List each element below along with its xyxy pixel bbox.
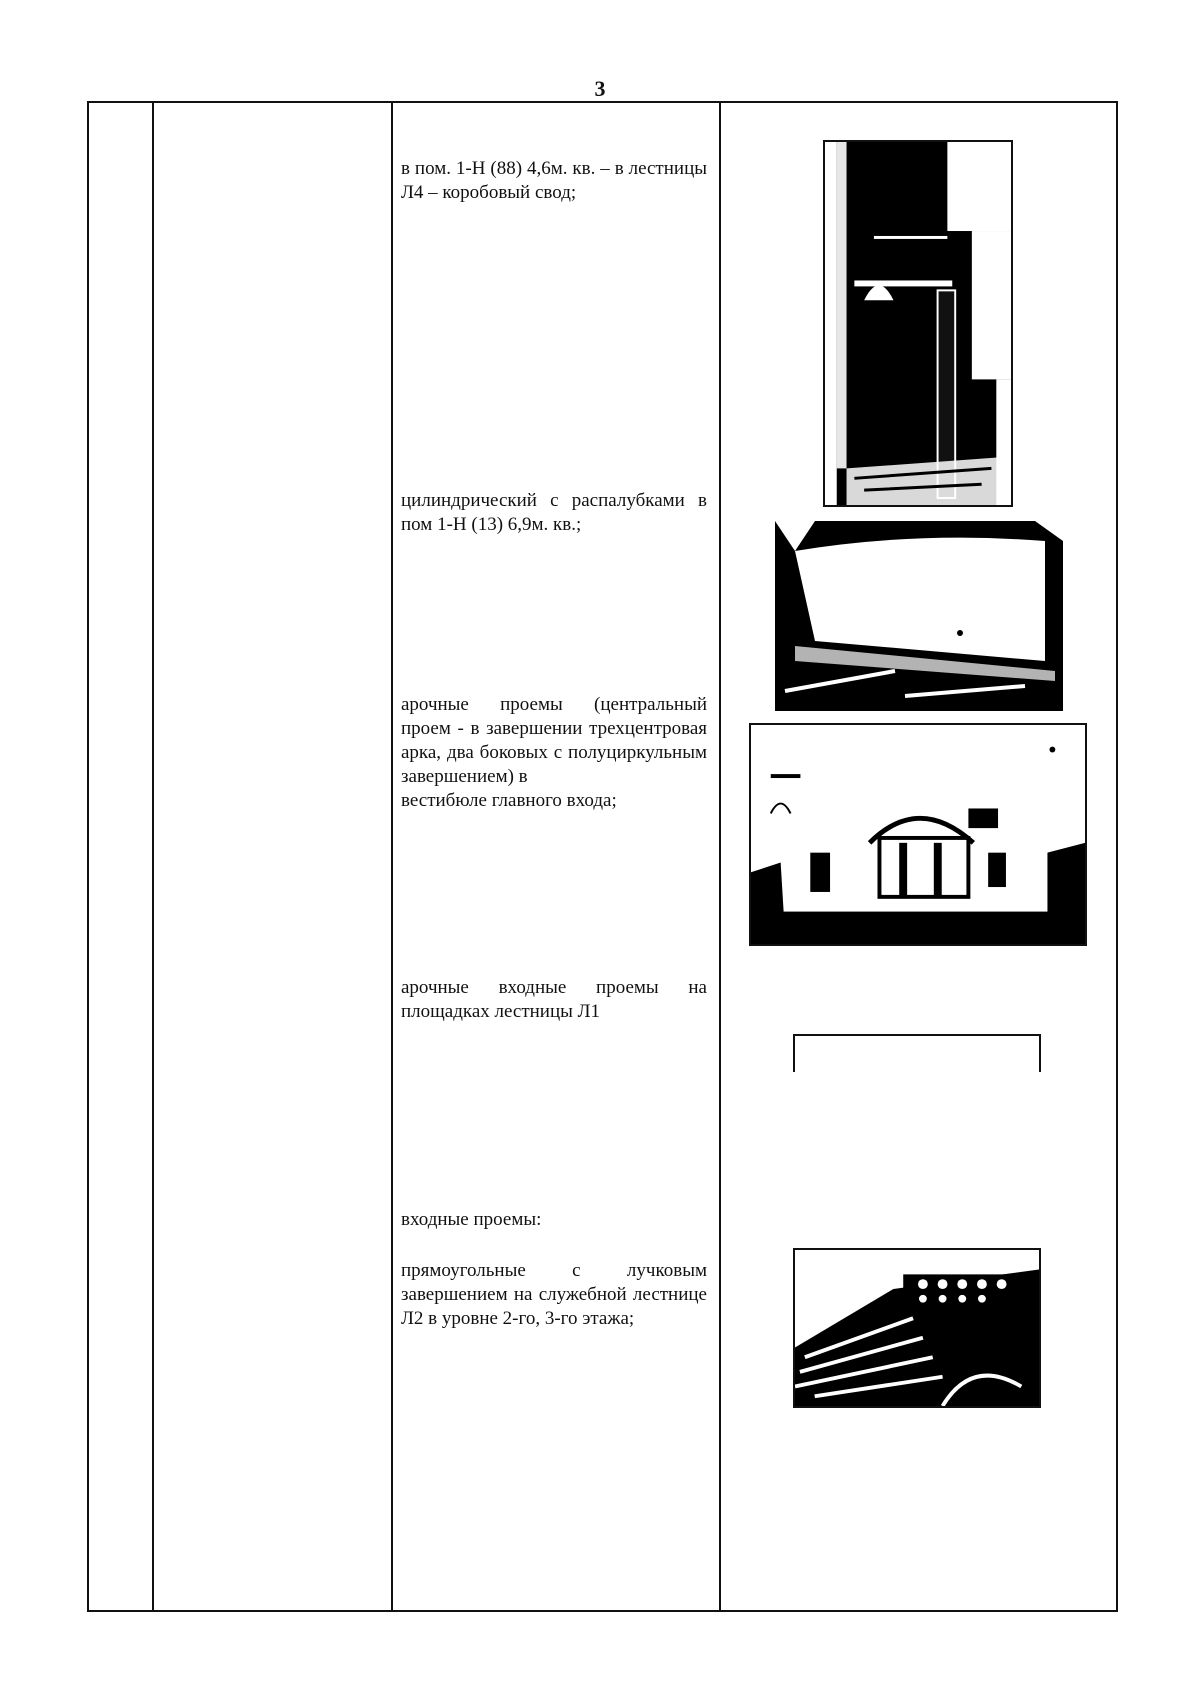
entry-text: цилиндрический с распалубками в пом 1-Н (13) 6,9м. кв.; xyxy=(401,490,707,535)
entry-text: вестибюле главного входа; xyxy=(401,790,617,811)
photo-staircase-openings-frame xyxy=(793,1034,1041,1072)
entry-arched-openings-vestibule xyxy=(401,693,707,813)
entry-arched-entrance-openings xyxy=(401,976,707,1024)
photo-service-staircase xyxy=(793,1248,1041,1408)
column-divider-1 xyxy=(152,103,154,1610)
page-number: 3 xyxy=(594,76,606,101)
column-divider-2 xyxy=(391,103,393,1610)
entry-text: прямоугольные с лучковым завершением на служебной лестнице Л2 в уровне 2-го, 3-го этажа; xyxy=(401,1260,707,1329)
entry-text: в пом. 1-Н (88) 4,6м. кв. – в лестницы Л4 – коробовый свод; xyxy=(401,158,707,203)
entry-text: арочные входные проемы на площадках лестницы Л1 xyxy=(401,977,707,1022)
column-divider-3 xyxy=(719,103,721,1610)
entry-rectangular-openings xyxy=(401,1259,707,1331)
entry-cylindrical-vault xyxy=(401,489,707,537)
entry-text: входные проемы: xyxy=(401,1209,542,1230)
entry-entrance-openings-heading xyxy=(401,1208,707,1232)
photo-vestibule-arches xyxy=(749,723,1087,946)
entry-box-vault xyxy=(401,157,707,205)
photo-cylindrical-vault xyxy=(775,521,1063,711)
photo-box-vault-staircase xyxy=(823,140,1013,507)
entry-text: арочные проемы (центральный проем - в завершении трехцентровая арка, два боковых с полуциркульным завершением) в xyxy=(401,694,707,787)
